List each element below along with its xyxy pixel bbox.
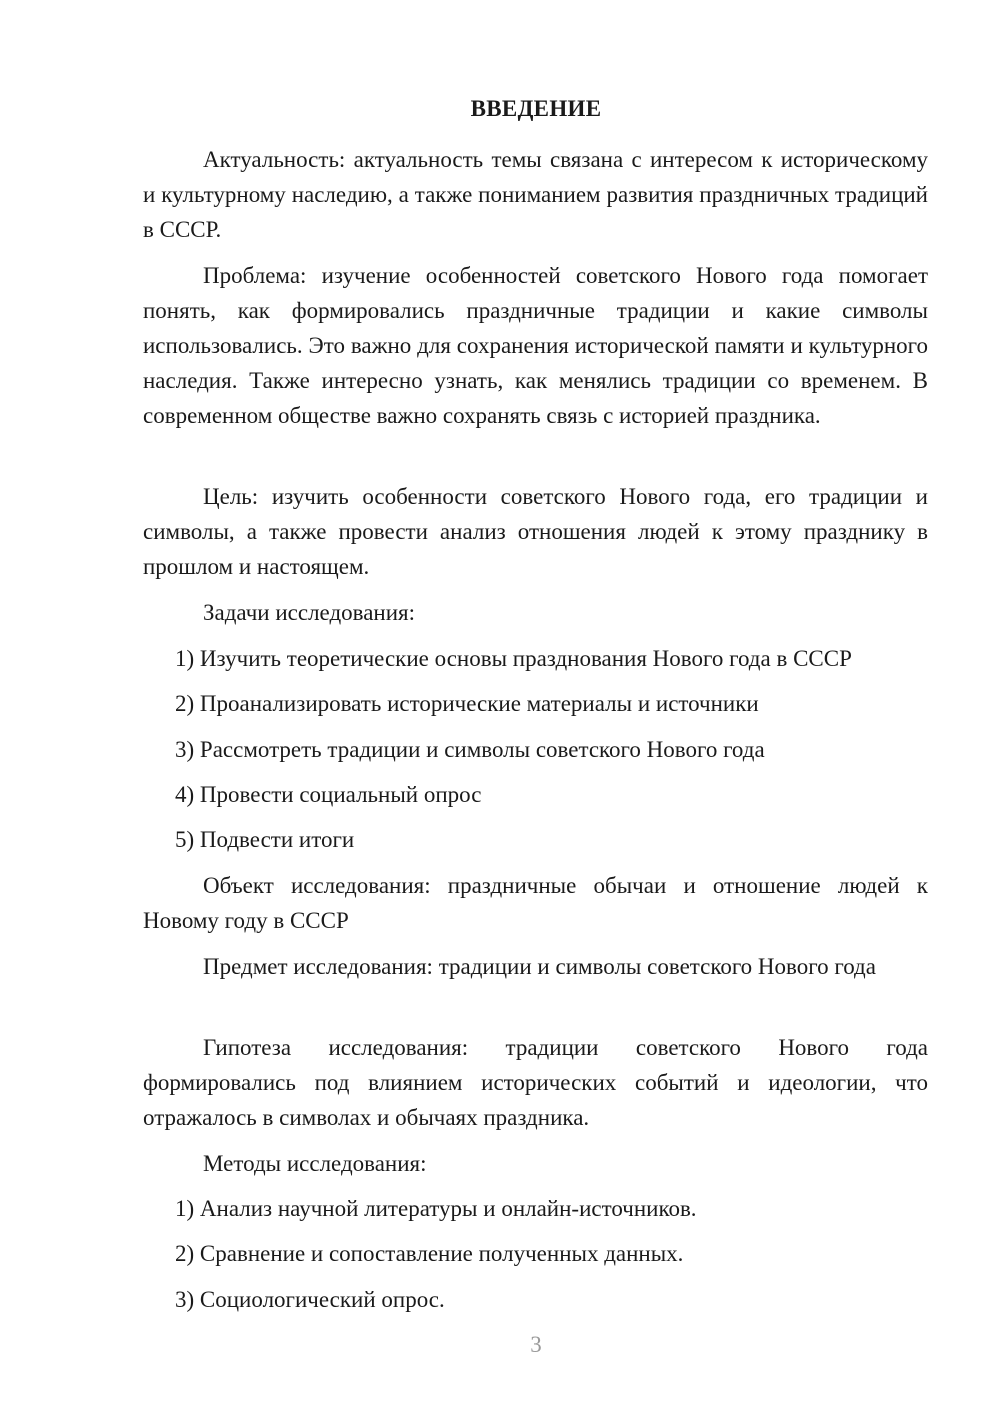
task-item: 2) Проанализировать исторические материалы и источники xyxy=(175,691,759,716)
methods-heading: Методы исследования: xyxy=(203,1151,427,1176)
tasks-heading: Задачи исследования: xyxy=(203,600,416,625)
relevance-paragraph: Актуальность: актуальность темы связана с интересом к историческому и культурному наследию, а также пониманием развития праздничных традиций в СССР. xyxy=(143,147,928,242)
method-item: 3) Социологический опрос. xyxy=(175,1287,445,1312)
task-item: 3) Рассмотреть традиции и символы советского Нового года xyxy=(175,737,765,762)
task-item: 1) Изучить теоретические основы празднования Нового года в СССР xyxy=(175,646,852,671)
method-item: 2) Сравнение и сопоставление полученных данных. xyxy=(175,1241,684,1266)
hypothesis-paragraph: Гипотеза исследования: традиции советского Нового года формировались под влиянием исторических событий и идеологии, что отражалось в символах и обычаях праздника. xyxy=(143,1035,928,1130)
method-item: 1) Анализ научной литературы и онлайн-источников. xyxy=(175,1196,697,1221)
task-item: 5) Подвести итоги xyxy=(175,827,355,852)
subject-paragraph: Предмет исследования: традиции и символы советского Нового года xyxy=(203,954,876,979)
section-title: ВВЕДЕНИЕ xyxy=(470,96,602,121)
problem-paragraph: Проблема: изучение особенностей советского Нового года помогает понять, как формировались праздничные традиции и какие символы использовались. Это важно для сохранения исторической памяти и культурного наследия. Также интересно узнать, как менялись традиции со временем. В современном обществе важно сохранять связь с историей праздника. xyxy=(143,263,928,428)
goal-paragraph: Цель: изучить особенности советского Нового года, его традиции и символы, а также провести анализ отношения людей к этому празднику в прошлом и настоящем. xyxy=(143,484,928,579)
page-number: 3 xyxy=(530,1332,542,1357)
object-paragraph: Объект исследования: праздничные обычаи и отношение людей к Новому году в СССР xyxy=(143,873,928,933)
task-item: 4) Провести социальный опрос xyxy=(175,782,482,807)
